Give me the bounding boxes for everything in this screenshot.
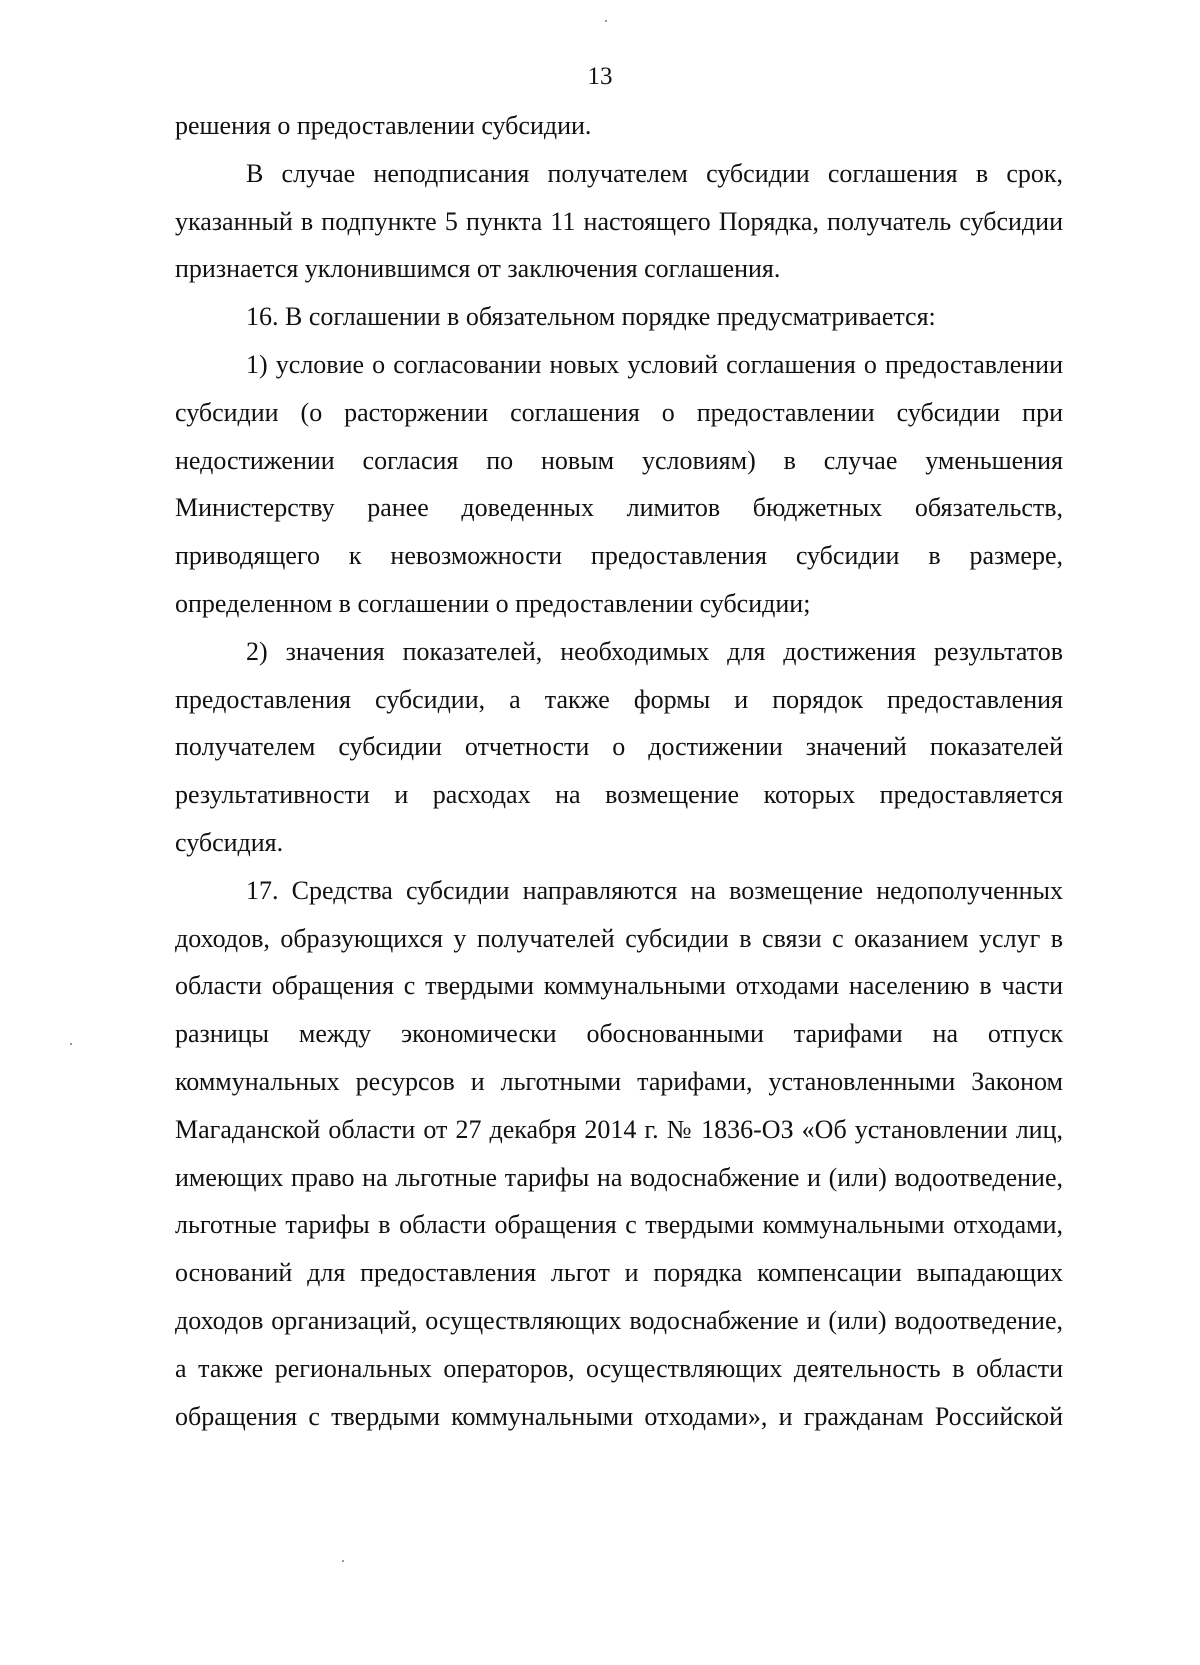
paragraph-unsigned-agreement: В случае неподписания получателем субсидии соглашения в срок, указанный в подпункте 5 пункта 11 настоящего Порядка, получатель субсидии признается уклонившимся от заключения соглашения. [175, 158, 1063, 284]
paragraph-clause-17: 17. Средства субсидии направляются на возмещение недополученных доходов, образующихся у получателей субсидии в связи с оказанием услуг в области обращения с твердыми коммунальными отходами населению в части разницы между экономически обоснованными тарифами на отпуск коммунальных ресурсов и льготными тарифами, установленными Законом Магаданской области от 27 декабря 2014 г. № 1836-ОЗ «Об установлении лиц, имеющих право на льготные тарифы на водоснабжение и (или) водоотведение, льготные тарифы в области обращения с твердыми коммунальными отходами, оснований для предоставления льгот и порядка компенсации выпадающих доходов организаций, осуществляющих водоснабжение и (или) водоотведение, а также региональных операторов, осуществляющих деятельность в области обращения с твердыми коммунальными отходами», и гражданам Российской [175, 875, 1063, 1431]
document-body [175, 102, 1063, 1440]
paragraph-clause-16: 16. В соглашении в обязательном порядке предусматривается: [246, 302, 936, 332]
paragraph-continuation: решения о предоставлении субсидии. [175, 111, 592, 140]
scan-speck [70, 1043, 72, 1045]
scan-speck [342, 1560, 344, 1562]
page-number: 13 [587, 63, 613, 90]
paragraph-item-2: 2) значения показателей, необходимых для достижения результатов предоставления субсидии, а также формы и порядок предоставления получателем субсидии отчетности о достижении значений показателей результативности и расходах на возмещение которых предоставляется субсидия. [175, 636, 1063, 857]
scan-speck [605, 20, 607, 22]
paragraph-item-1: 1) условие о согласовании новых условий соглашения о предоставлении субсидии (о расторжении соглашения о предоставлении субсидии при недостижении согласия по новым условиям) в случае уменьшения Министерству ранее доведенных лимитов бюджетных обязательств, приводящего к невозможности предоставления субсидии в размере, определенном в соглашении о предоставлении субсидии; [175, 349, 1063, 618]
